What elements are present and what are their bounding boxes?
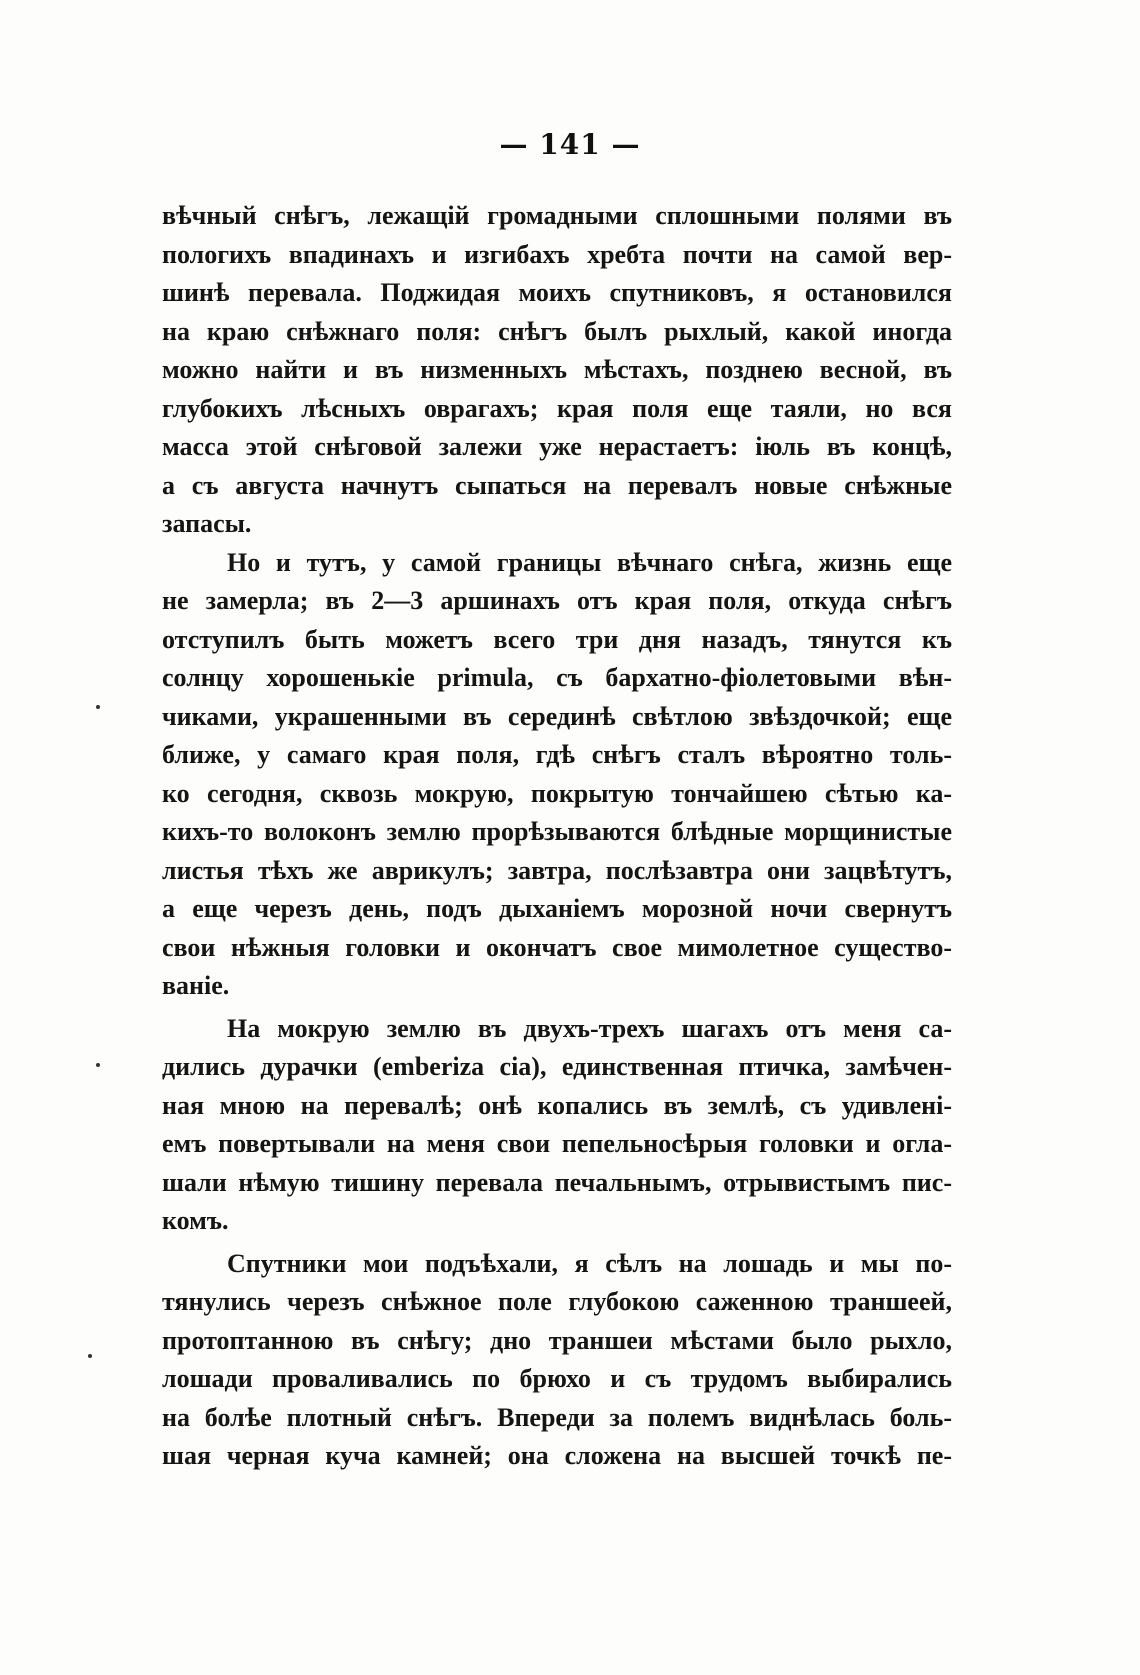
text-line: свои нѣжныя головки и окончатъ свое мимолетное существо- [162,932,952,962]
text-line: не замерла; въ 2—3 аршинахъ отъ края поля, откуда снѣгъ [162,586,952,615]
text-line: ко сегодня, сквозь мокрую, покрытую тончайшею сѣтью ка- [162,778,952,808]
text-line: ближе, у самаго края поля, гдѣ снѣгъ сталъ вѣроятно толь- [162,740,952,769]
text-line: можно найти и въ низменныхъ мѣстахъ, позднею весной, въ [162,355,952,384]
text-line: емъ повертывали на меня свои пепельносѣрыя головки и огла- [162,1129,952,1158]
text-line: лошади проваливались по брюхо и съ трудомъ выбирались [162,1364,952,1393]
text-line: шали нѣмую тишину перевала печальнымъ, отрывистымъ пис- [162,1167,952,1197]
text-line: шая черная куча камней; она сложена на высшей точкѣ пе- [162,1441,952,1470]
text-line: шинѣ перевала. Поджидая моихъ спутниковъ, я остановился [162,278,952,307]
text-line: листья тѣхъ же аврикулъ; завтра, послѣзавтра они зацвѣтутъ, [162,855,952,885]
text-line: солнцу хорошенькіе primula, съ бархатно-фіолетовыми вѣн- [162,663,952,692]
text-line: вѣчный снѣгъ, лежащій громадными сплошными полями въ [162,201,952,230]
text-line: запасы. [162,509,252,538]
text-line: пологихъ впадинахъ и изгибахъ хребта почти на самой вер- [162,239,952,269]
paragraph-start: На мокрую землю въ двухъ-трехъ шагахъ отъ меня са- [227,1013,952,1043]
text-line: а еще черезъ день, подъ дыханіемъ морозной ночи свернутъ [162,894,952,923]
paragraph-start: Но и тутъ, у самой границы вѣчнаго снѣга, жизнь еще [227,547,952,577]
text-line: чиками, украшенными въ серединѣ свѣтлою звѣздочкой; еще [162,701,952,731]
ink-speck [96,705,100,709]
text-line: на болѣе плотный снѣгъ. Впереди за полемъ виднѣлась боль- [162,1402,952,1432]
text-line: а съ августа начнутъ сыпаться на перевалъ новые снѣжные [162,470,952,500]
ink-speck [88,1354,92,1358]
text-line: на краю снѣжнаго поля: снѣгъ былъ рыхлый, какой иногда [162,316,952,346]
text-line: ваніе. [162,971,230,1000]
text-line: комъ. [162,1206,229,1235]
page-text [162,197,952,1476]
text-line: ная мною на перевалѣ; онѣ копались въ землѣ, съ удивленi- [162,1090,952,1120]
text-line: отступилъ быть можетъ всего три дня назадъ, тянутся къ [162,624,952,654]
paragraph-start: Спутники мои подъѣхали, я сѣлъ на лошадь и мы по- [227,1248,952,1278]
text-line: кихъ-то волоконъ землю прорѣзываются блѣдные морщинистые [162,817,952,846]
text-line: масса этой снѣговой залежи уже нерастаетъ: іюль въ концѣ, [162,432,952,461]
text-line: протоптанною въ снѣгу; дно траншеи мѣстами было рыхло, [162,1325,952,1355]
text-line: тянулись черезъ снѣжное поле глубокою саженною траншеей, [162,1287,952,1316]
text-line: глубокихъ лѣсныхъ оврагахъ; края поля еще таяли, но вся [162,393,952,423]
ink-speck [96,1063,100,1067]
text-line: дились дурачки (emberiza cia), единственная птичка, замѣчен- [162,1052,952,1081]
page-number: — 141 — [499,128,641,161]
